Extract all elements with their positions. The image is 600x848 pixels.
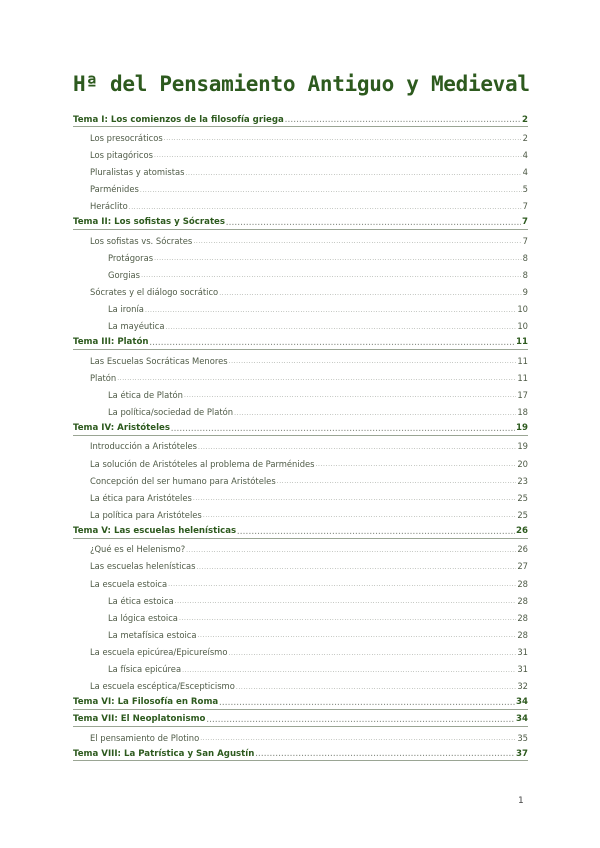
toc-page-number: 34	[516, 714, 528, 725]
toc-chapter-entry[interactable]	[73, 419, 528, 436]
toc-section-entry[interactable]	[73, 367, 528, 384]
toc-section-entry[interactable]	[73, 247, 528, 264]
toc-section-entry[interactable]	[73, 607, 528, 624]
toc-leader-dots	[164, 136, 522, 142]
toc-section-entry[interactable]	[73, 161, 528, 178]
toc-page-number: 10	[517, 304, 528, 315]
toc-entry-text: La física epicúrea	[108, 664, 182, 675]
toc-leader-dots	[226, 221, 521, 227]
toc-section-entry[interactable]	[73, 470, 528, 487]
toc-leader-dots	[219, 701, 515, 707]
toc-entry-text: La metafísica estoica	[108, 629, 197, 640]
toc-entry-text: Pluralistas y atomistas	[90, 167, 185, 178]
toc-entry-text: Heráclito	[90, 201, 128, 212]
toc-section-entry[interactable]	[73, 196, 528, 213]
toc-section-entry[interactable]	[73, 504, 528, 521]
toc-leader-dots	[203, 513, 517, 519]
toc-page-number: 23	[517, 475, 528, 486]
page-number: 1	[518, 796, 524, 806]
toc-entry-text: La mayéutica	[108, 321, 165, 332]
toc-page-number: 4	[522, 150, 528, 161]
toc-leader-dots	[117, 376, 516, 382]
toc-page-number: 19	[517, 441, 528, 452]
toc-entry-text: El pensamiento de Plotino	[90, 732, 200, 743]
toc-page-number: 25	[517, 509, 528, 520]
toc-leader-dots	[193, 496, 516, 502]
toc-entry-text: Los pitagóricos	[90, 150, 154, 161]
toc-section-entry[interactable]	[73, 350, 528, 367]
toc-page-number: 26	[517, 544, 528, 555]
toc-chapter-entry[interactable]	[73, 710, 528, 727]
toc-leader-dots	[198, 633, 517, 639]
toc-section-entry[interactable]	[73, 624, 528, 641]
toc-entry-text: La ética estoica	[108, 595, 174, 606]
toc-entry-text: Los presocráticos	[90, 132, 163, 143]
toc-leader-dots	[141, 273, 522, 279]
toc-page-number: 28	[517, 578, 528, 589]
toc-leader-dots	[255, 752, 515, 758]
toc-leader-dots	[154, 256, 522, 262]
toc-page-number: 7	[522, 201, 528, 212]
page-title: Hª del Pensamiento Antiguo y Medieval	[73, 72, 530, 96]
toc-page-number: 8	[522, 252, 528, 263]
toc-page-number: 8	[522, 270, 528, 280]
toc-section-entry[interactable]	[73, 487, 528, 504]
toc-section-entry[interactable]	[73, 384, 528, 401]
toc-section-entry[interactable]	[73, 436, 528, 453]
toc-leader-dots	[171, 427, 515, 433]
toc-entry-text: Introducción a Aristóteles	[90, 441, 198, 452]
toc-page-number: 9	[522, 287, 528, 298]
toc-leader-dots	[198, 445, 516, 451]
toc-entry-text: La lógica estoica	[108, 612, 178, 623]
toc-entry-text: La ética para Aristóteles	[90, 492, 192, 503]
toc-section-entry[interactable]	[73, 144, 528, 161]
toc-leader-dots	[228, 651, 516, 657]
toc-leader-dots	[237, 530, 515, 536]
toc-leader-dots	[168, 582, 516, 588]
toc-section-entry[interactable]	[73, 179, 528, 196]
toc-page-number: 34	[516, 697, 528, 708]
toc-entry-text: La escuela estoica	[90, 578, 168, 589]
toc-leader-dots	[140, 188, 522, 194]
toc-page-number: 25	[517, 492, 528, 503]
toc-page-number: 2	[522, 114, 528, 125]
toc-page-number: 31	[517, 647, 528, 658]
toc-section-entry[interactable]	[73, 299, 528, 316]
toc-entry-text: La solución de Aristóteles al problema de Parménides	[90, 458, 315, 469]
toc-page-number: 4	[522, 167, 528, 178]
toc-leader-dots	[285, 118, 521, 124]
toc-chapter-entry[interactable]	[73, 333, 528, 350]
toc-page-number: 37	[516, 748, 528, 759]
toc-leader-dots	[277, 479, 517, 485]
toc-entry-text: Tema III: Platón	[73, 337, 149, 348]
toc-entry-text: Tema VIII: La Patrística y San Agustín	[73, 748, 255, 759]
table-of-contents	[73, 110, 528, 761]
toc-leader-dots	[182, 668, 516, 674]
toc-section-entry[interactable]	[73, 230, 528, 247]
toc-leader-dots	[186, 171, 522, 177]
toc-page-number: 35	[517, 732, 528, 743]
toc-section-entry[interactable]	[73, 539, 528, 556]
toc-leader-dots	[186, 548, 516, 554]
toc-page-number: 2	[522, 132, 528, 143]
toc-entry-text: Concepción del ser humano para Aristóteles	[90, 475, 276, 486]
toc-page-number: 10	[517, 321, 528, 332]
toc-page-number: 28	[517, 612, 528, 623]
toc-section-entry[interactable]	[73, 659, 528, 676]
toc-page-number: 7	[522, 217, 528, 228]
toc-leader-dots	[175, 599, 517, 605]
toc-leader-dots	[154, 153, 522, 159]
toc-leader-dots	[206, 718, 515, 724]
toc-leader-dots	[179, 616, 516, 622]
toc-entry-text: Tema II: Los sofistas y Sócrates	[73, 217, 225, 228]
toc-leader-dots	[129, 205, 522, 211]
toc-page-number: 27	[517, 561, 528, 572]
toc-section-entry[interactable]	[73, 281, 528, 298]
toc-section-entry[interactable]	[73, 127, 528, 144]
toc-section-entry[interactable]	[73, 556, 528, 573]
toc-leader-dots	[184, 393, 516, 399]
toc-page-number: 11	[516, 337, 528, 348]
toc-leader-dots	[193, 239, 521, 245]
toc-entry-text: Las escuelas helenísticas	[90, 561, 196, 572]
toc-page-number: 18	[517, 407, 528, 418]
toc-section-entry[interactable]	[73, 727, 528, 744]
toc-entry-text: Los sofistas vs. Sócrates	[90, 235, 193, 246]
toc-page-number: 11	[517, 372, 528, 383]
toc-section-entry[interactable]	[73, 401, 528, 418]
toc-leader-dots	[219, 291, 521, 297]
toc-page-number: 31	[517, 664, 528, 675]
toc-entry-text: Parménides	[90, 184, 139, 195]
toc-page-number: 28	[517, 629, 528, 640]
toc-chapter-entry[interactable]	[73, 744, 528, 761]
toc-entry-text: Tema V: Las escuelas helenísticas	[73, 525, 237, 536]
toc-chapter-entry[interactable]	[73, 110, 528, 127]
toc-chapter-entry[interactable]	[73, 693, 528, 710]
toc-page-number: 20	[517, 458, 528, 469]
toc-page-number: 32	[517, 681, 528, 692]
toc-leader-dots	[197, 565, 517, 571]
toc-leader-dots	[229, 359, 517, 365]
toc-section-entry[interactable]	[73, 316, 528, 333]
toc-page-number: 17	[517, 389, 528, 400]
toc-section-entry[interactable]	[73, 676, 528, 693]
toc-entry-text: Tema VII: El Neoplatonismo	[73, 714, 206, 725]
toc-leader-dots	[234, 411, 516, 417]
toc-page-number: 26	[516, 525, 528, 536]
toc-entry-text: ¿Qué es el Helenismo?	[90, 544, 186, 555]
toc-entry-text: La política para Aristóteles	[90, 509, 202, 520]
toc-entry-text: Gorgias	[108, 270, 141, 280]
toc-entry-text: La escuela epicúrea/Epicureísmo	[90, 647, 228, 658]
toc-leader-dots	[166, 325, 517, 331]
toc-leader-dots	[145, 308, 516, 314]
toc-entry-text: Protágoras	[108, 252, 154, 263]
toc-page-number: 28	[517, 595, 528, 606]
toc-leader-dots	[236, 685, 516, 691]
toc-entry-text: La ironía	[108, 304, 144, 315]
toc-page-number: 5	[522, 184, 528, 195]
toc-section-entry[interactable]	[73, 590, 528, 607]
toc-section-entry[interactable]	[73, 573, 528, 590]
toc-entry-text: Tema IV: Aristóteles	[73, 423, 170, 434]
toc-entry-text: Platón	[90, 372, 117, 383]
toc-entry-text: Las Escuelas Socráticas Menores	[90, 355, 228, 366]
toc-section-entry[interactable]	[73, 641, 528, 658]
toc-leader-dots	[150, 341, 516, 347]
toc-page-number: 11	[517, 355, 528, 366]
toc-entry-text: La política/sociedad de Platón	[108, 407, 234, 418]
toc-page-number: 19	[516, 423, 528, 434]
toc-leader-dots	[316, 462, 517, 468]
toc-chapter-entry[interactable]	[73, 213, 528, 230]
toc-entry-text: La ética de Platón	[108, 389, 183, 400]
toc-entry-text: La escuela escéptica/Escepticismo	[90, 681, 235, 692]
toc-entry-text: Tema I: Los comienzos de la filosofía griega	[73, 114, 284, 125]
toc-section-entry[interactable]	[73, 453, 528, 470]
toc-page-number: 7	[522, 235, 528, 246]
toc-chapter-entry[interactable]	[73, 521, 528, 538]
toc-entry-text: Tema VI: La Filosofía en Roma	[73, 697, 219, 708]
toc-section-entry[interactable]	[73, 264, 528, 281]
toc-leader-dots	[200, 736, 516, 742]
toc-entry-text: Sócrates y el diálogo socrático	[90, 287, 219, 298]
